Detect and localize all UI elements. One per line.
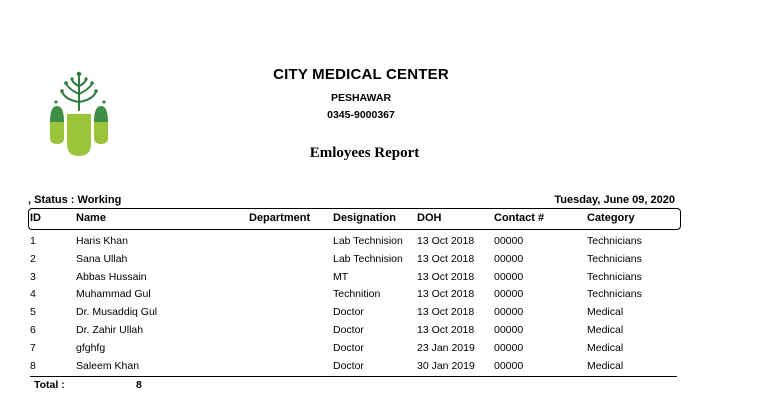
cell-designation: MT: [333, 270, 349, 283]
cell-designation: Doctor: [333, 323, 364, 336]
organization-name: CITY MEDICAL CENTER: [273, 66, 449, 83]
cell-contact: 00000: [494, 341, 524, 354]
cell-category: Technicians: [587, 252, 642, 265]
table-row: [0, 303, 767, 321]
cell-doh: 13 Oct 2018: [417, 288, 475, 301]
cell-contact: 00000: [494, 359, 524, 372]
cell-category: Medical: [587, 323, 624, 336]
cell-contact: 00000: [494, 235, 524, 247]
total-value: 8: [136, 379, 142, 391]
table-row: [0, 285, 767, 303]
organization-city: PESHAWAR: [330, 92, 392, 104]
cell-category: Technicians: [587, 288, 642, 301]
column-header-doh: DOH: [417, 212, 442, 224]
column-header-category: Category: [587, 212, 635, 224]
organization-phone: 0345-9000367: [327, 109, 395, 121]
cell-doh: 13 Oct 2018: [417, 323, 475, 336]
cell-name: Dr. Zahir Ullah: [76, 323, 144, 336]
report-title: Emloyees Report: [309, 145, 420, 161]
cell-id: 2: [30, 252, 36, 265]
cell-id: 6: [30, 323, 36, 336]
cell-doh: 13 Oct 2018: [417, 306, 475, 319]
table-row: [0, 357, 767, 375]
cell-contact: 00000: [494, 288, 524, 301]
cell-designation: Lab Technision: [333, 235, 403, 247]
column-header-department: Department: [249, 212, 311, 224]
cell-contact: 00000: [494, 252, 524, 265]
cell-name: Saleem Khan: [76, 359, 140, 372]
cell-name: Abbas Hussain: [76, 270, 147, 283]
cell-id: 4: [30, 288, 36, 301]
cell-contact: 00000: [494, 270, 524, 283]
cell-doh: 13 Oct 2018: [417, 270, 475, 283]
table-row: [0, 268, 767, 286]
cell-id: 3: [30, 270, 36, 283]
cell-designation: Technition: [333, 288, 381, 301]
employee-table-body: [0, 232, 767, 374]
cell-designation: Doctor: [333, 341, 364, 354]
cell-name: Muhammad Gul: [76, 288, 151, 301]
cell-contact: 00000: [494, 306, 524, 319]
cell-designation: Doctor: [333, 359, 364, 372]
cell-designation: Lab Technision: [333, 252, 403, 265]
cell-name: Haris Khan: [76, 235, 128, 247]
cell-doh: 13 Oct 2018: [417, 235, 475, 247]
cell-category: Medical: [587, 341, 624, 354]
table-row: [0, 339, 767, 357]
cell-name: gfghfg: [76, 341, 106, 354]
cell-designation: Doctor: [333, 306, 364, 319]
cell-id: 8: [30, 359, 36, 372]
table-row: [0, 232, 767, 250]
cell-id: 5: [30, 306, 36, 319]
cell-doh: 23 Jan 2019: [417, 341, 475, 354]
cell-doh: 13 Oct 2018: [417, 252, 475, 265]
cell-category: Medical: [587, 306, 624, 319]
total-divider: [30, 376, 677, 377]
column-header-id: ID: [30, 212, 41, 224]
cell-name: Dr. Musaddiq Gul: [76, 306, 158, 319]
table-row: [0, 321, 767, 339]
cell-contact: 00000: [494, 323, 524, 336]
cell-category: Medical: [587, 359, 624, 372]
cell-doh: 30 Jan 2019: [417, 359, 475, 372]
report-date: Tuesday, June 09, 2020: [554, 194, 675, 206]
cell-name: Sana Ullah: [76, 252, 128, 265]
cell-id: 7: [30, 341, 36, 354]
table-row: [0, 250, 767, 268]
column-header-designation: Designation: [333, 212, 396, 224]
status-filter-text: , Status : Working: [28, 194, 122, 206]
cell-category: Technicians: [587, 235, 642, 247]
cell-category: Technicians: [587, 270, 642, 283]
cell-id: 1: [30, 235, 36, 247]
total-label: Total :: [34, 379, 65, 391]
column-header-name: Name: [76, 212, 106, 224]
column-header-contact: Contact #: [494, 212, 545, 224]
